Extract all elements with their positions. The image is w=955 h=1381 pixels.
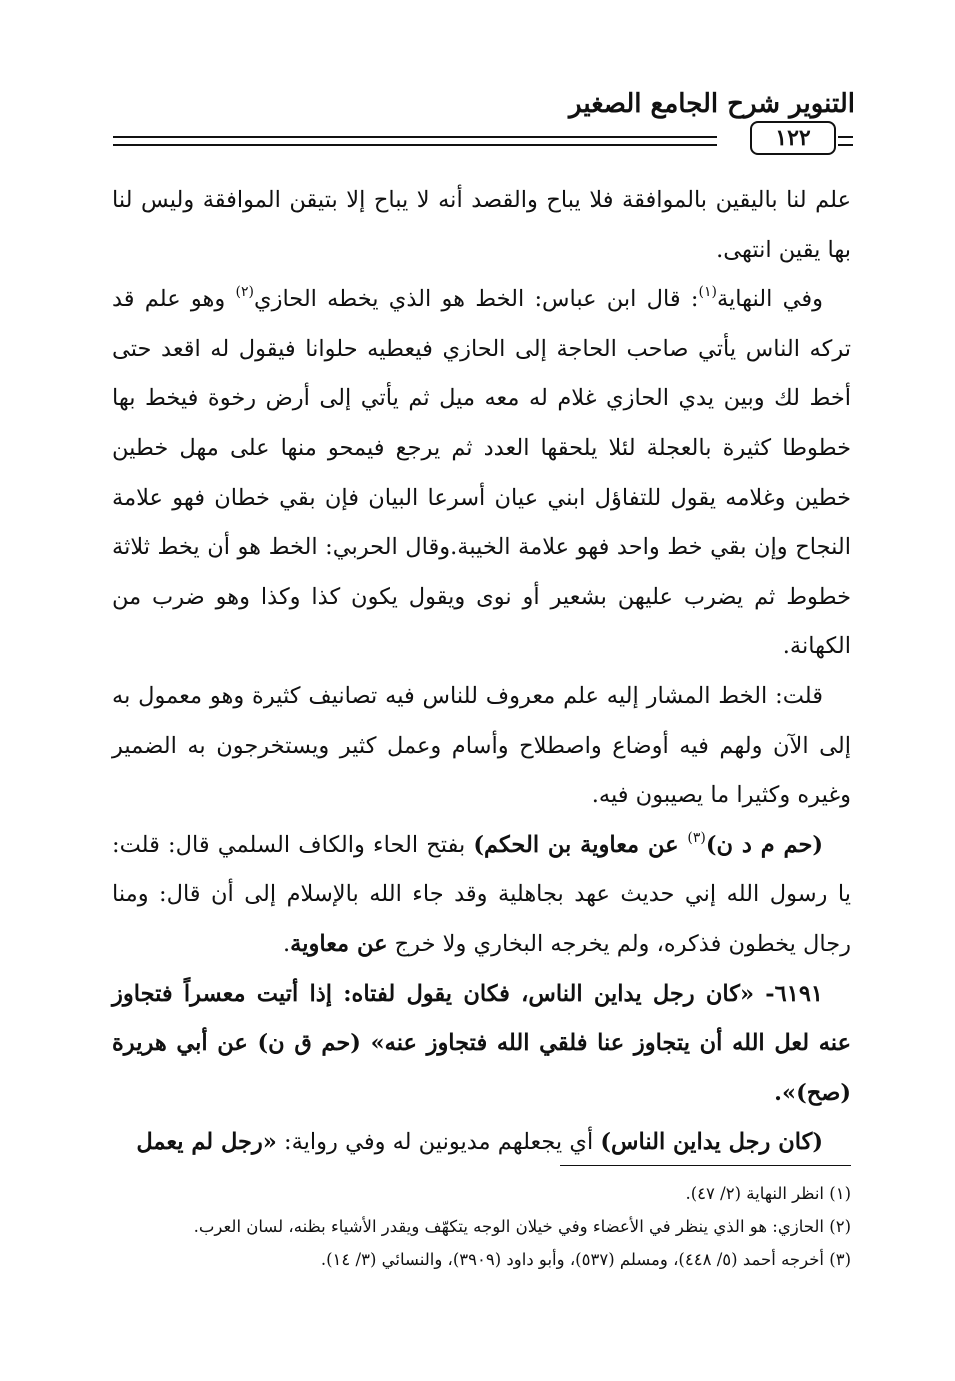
paragraph: قلت: الخط المشار إليه علم معروف للناس فيه تصانيف كثيرة وهو معمول به إلى الآن ولهم فيه أوضاع واصطلاح وأسام وعمل كثير ويستخرجون به الضمير وغيره وكثيرا ما يصيبون فيه. xyxy=(112,682,851,809)
text-run: . xyxy=(283,930,291,957)
footnote: (١) انظر النهاية (٢/ ٤٧). xyxy=(685,1184,851,1203)
footnote-ref[interactable]: (١) xyxy=(698,284,717,301)
paragraph xyxy=(112,1118,851,1168)
text-run: : قال ابن عباس: الخط هو الذي يخطه الحازي xyxy=(253,286,699,313)
text-run: وفي النهاية xyxy=(716,286,823,313)
quoted-phrase: «رجل لم يعمل xyxy=(136,1129,277,1156)
header-rule xyxy=(113,136,717,146)
narrator-name: عن معاوية بن الحكم) xyxy=(473,831,688,858)
text-run-bold: عن معاوية xyxy=(290,930,388,957)
paragraph: علم لنا باليقين بالموافقة فلا يباح والقصد أنه لا يباح إلا بتيقن الموافقة وليس لنا بها يقين انتهى. xyxy=(112,187,851,263)
quoted-phrase: (كان رجل يداين الناس) xyxy=(600,1129,823,1156)
footnote: (٢) الحازي: هو الذي ينظر في الأعضاء وفي خيلان الوجه يتكهّف ويقدر الأشياء بظنه، لسان العرب. xyxy=(193,1217,851,1236)
footnote-separator xyxy=(560,1165,851,1166)
text-run: أي يجعلهم مديونين له وفي رواية: xyxy=(276,1129,601,1156)
footnotes xyxy=(60,1177,851,1276)
page-number: ١٢٢ xyxy=(750,121,836,155)
source-codes: (حم م د ن) xyxy=(705,831,823,858)
paragraph xyxy=(112,821,851,970)
header-rule-tail xyxy=(838,136,853,146)
footnote-ref[interactable]: (٢) xyxy=(235,284,254,301)
hadith-text: ٦١٩١- «كان رجل يداين الناس، فكان يقول لفتاه: إذا أتيت معسراً فتجاوز عنه لعل الله أن يتجاوز عنا فلقي الله فتجاوز عنه» (حم ق ن) عن أبي هريرة (صح)». xyxy=(112,980,851,1106)
footnote-ref[interactable]: (٣) xyxy=(687,829,706,846)
footnote: (٣) أخرجه أحمد (٥/ ٤٤٨)، ومسلم (٥٣٧)، وأبو داود (٣٩٠٩)، والنسائي (٣/ ١٤). xyxy=(320,1250,851,1269)
main-text xyxy=(112,176,851,1168)
paragraph xyxy=(112,275,851,672)
text-run: بفتح الحاء والكاف السلمي قال: قلت: يا رسول الله إني حديث عهد بجاهلية وقد جاء الله بالإسلام إلى أن قال: ومنا رجال يخطون فذكره، ولم يخرجه البخاري ولا خرج xyxy=(112,831,851,957)
text-run: وهو علم قد تركه الناس يأتي صاحب الحاجة إلى الحازي فيعطيه حلوانا فيقول له اقعد حتى أخط لك وبين يدي الحازي غلام له معه ميل ثم يأتي إلى أرض رخوة فيخط بها خطوطا كثيرة بالعجلة لئلا يلحقها العدد ثم يرجع فيمحو منها على مهل خطين خطين وغلامه يقول للتفاؤل ابني عيان أسرعا البيان فإن بقي خطان فهو علامة النجاح وإن بقي خط واحد فهو علامة الخيبة.وقال الحربي: الخط هو أن يخط ثلاثة خطوط ثم يضرب عليهن بشعير أو نوى ويقول يكون كذا وكذا وهو ضرب من الكهانة. xyxy=(112,286,851,660)
running-title: التنوير شرح الجامع الصغير xyxy=(569,89,855,119)
